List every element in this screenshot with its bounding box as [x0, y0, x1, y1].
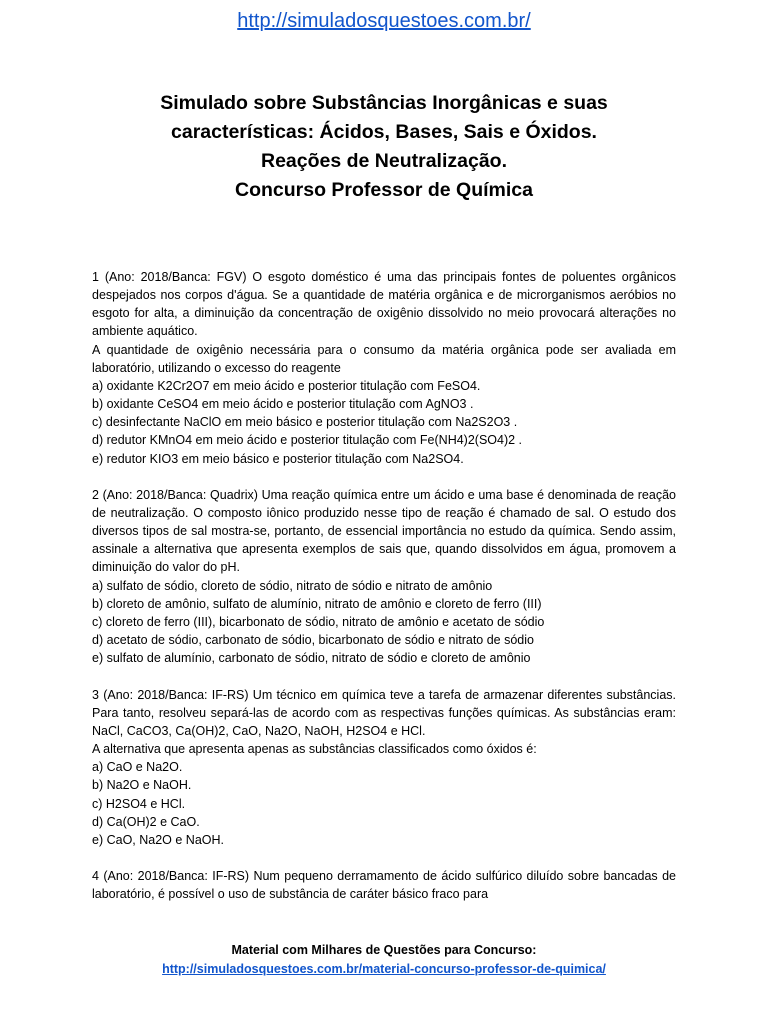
document-title	[60, 89, 708, 205]
answer-option: d) Ca(OH)2 e CaO.	[92, 814, 200, 829]
answer-option: a) CaO e Na2O.	[92, 760, 183, 775]
question-prompt: A quantidade de oxigênio necessária para o consumo da matéria orgânica pode ser avaliada em laboratório, utilizando o excesso do reagente	[92, 342, 676, 375]
question-intro: 2 (Ano: 2018/Banca: Quadrix) Uma reação química entre um ácido e uma base é denominada de reação de neutralização. O composto iônico produzido nesse tipo de reação é chamado de sal. O estudo dos diversos tipos de sal mostra-se, portanto, de essencial importância no estudo da química. Sendo assim, assinale a alternativa que apresenta exemplos de sais que, quando dissolvidos em água, promovem a diminuição do valor do pH.	[92, 487, 676, 575]
answer-option: e) sulfato de alumínio, carbonato de sódio, nitrato de sódio e cloreto de amônio	[92, 651, 531, 666]
answer-option: d) acetato de sódio, carbonato de sódio, bicarbonato de sódio e nitrato de sódio	[92, 633, 534, 648]
answer-option: c) desinfectante NaClO em meio básico e posterior titulação com Na2S2O3 .	[92, 415, 518, 430]
title-line: Reações de Neutralização.	[260, 150, 508, 172]
answer-option: a) sulfato de sódio, cloreto de sódio, nitrato de sódio e nitrato de amônio	[92, 578, 493, 593]
answer-option: e) redutor KIO3 em meio básico e posterior titulação com Na2SO4.	[92, 451, 464, 466]
answer-option: c) H2SO4 e HCl.	[92, 796, 186, 811]
question-4	[92, 867, 676, 903]
title-line: Concurso Professor de Química	[235, 179, 533, 201]
answer-option: b) oxidante CeSO4 em meio ácido e posterior titulação com AgNO3 .	[92, 397, 474, 412]
title-line: Simulado sobre Substâncias Inorgânicas e suas	[160, 92, 608, 114]
title-line: características: Ácidos, Bases, Sais e Óxidos.	[171, 121, 597, 143]
footer-url-link[interactable]: http://simuladosquestoes.com.br/material-concurso-professor-de-quimica/	[162, 962, 606, 976]
answer-option: b) cloreto de amônio, sulfato de alumínio, nitrato de amônio e cloreto de ferro (III)	[92, 596, 542, 611]
question-3	[92, 686, 676, 849]
question-2	[92, 486, 676, 668]
answer-option: d) redutor KMnO4 em meio ácido e posterior titulação com Fe(NH4)2(SO4)2 .	[92, 433, 523, 448]
answer-option: e) CaO, Na2O e NaOH.	[92, 832, 224, 847]
question-intro: 3 (Ano: 2018/Banca: IF-RS) Um técnico em química teve a tarefa de armazenar diferentes substâncias. Para tanto, resolveu separá-las de acordo com as respectivas funções químicas. As substâncias eram: NaCl, CaCO3, Ca(OH)2, CaO, Na2O, NaOH, H2SO4 e HCl.	[92, 687, 676, 738]
footer	[0, 941, 768, 979]
header-url-link[interactable]: http://simuladosquestoes.com.br/	[237, 10, 531, 32]
answer-option: c) cloreto de ferro (III), bicarbonato de sódio, nitrato de amônio e acetato de sódio	[92, 614, 545, 629]
question-1	[92, 268, 676, 468]
footer-title: Material com Milhares de Questões para Concurso:	[231, 943, 537, 957]
answer-option: a) oxidante K2Cr2O7 em meio ácido e posterior titulação com FeSO4.	[92, 378, 481, 393]
question-prompt: A alternativa que apresenta apenas as substâncias classificados como óxidos é:	[92, 742, 537, 757]
question-intro: 4 (Ano: 2018/Banca: IF-RS) Num pequeno derramamento de ácido sulfúrico diluído sobre bancadas de laboratório, é possível o uso de substância de caráter básico fraco para	[92, 869, 676, 902]
question-intro: 1 (Ano: 2018/Banca: FGV) O esgoto doméstico é uma das principais fontes de poluentes orgânicos despejados nos corpos d'água. Se a quantidade de matéria orgânica e de microrganismos aeróbios no esgoto for alta, a diminuição da concentração de oxigênio dissolvido no meio provocará alterações no ambiente aquático.	[92, 270, 676, 339]
questions-list	[92, 268, 676, 922]
answer-option: b) Na2O e NaOH.	[92, 778, 192, 793]
